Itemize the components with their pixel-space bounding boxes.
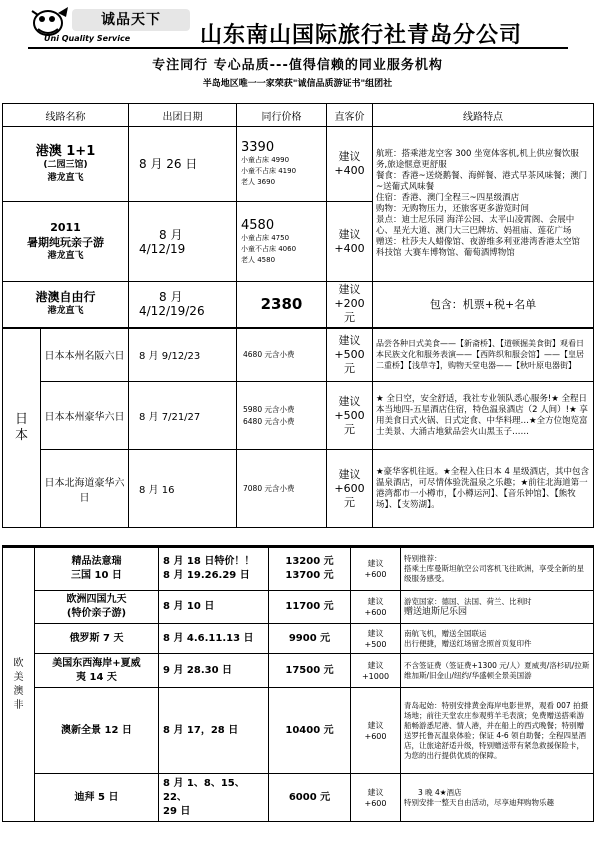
feature-line: 特别推荐：: [404, 554, 442, 563]
date-cell: [159, 688, 269, 774]
feature-cell: 品尝各种日式美食——【新斋桥】、【道顿掘美食街】观看日本民族文化和服务表演——【西阵织和服会馆】——【皇居二重桥】【浅草寺】，购物天堂电器——【秋叶原电器街】: [373, 328, 594, 382]
price: 10400 元: [285, 724, 334, 736]
price-cell: [269, 547, 351, 591]
route-airline: 港龙直飞: [47, 251, 84, 261]
region-label: 日本: [14, 411, 28, 443]
advice-label: 建议: [338, 333, 361, 347]
table-row: [3, 382, 594, 450]
advice-label: 建议: [338, 150, 361, 163]
advice-cell: [327, 282, 373, 328]
table-row: [3, 774, 594, 822]
date-cell: [129, 202, 237, 282]
feature-line: 游览国家：德国、法国、荷兰、比利时: [404, 597, 532, 606]
table-row: [3, 624, 594, 654]
departure-date: 8 月 18 日特价！！: [163, 556, 255, 567]
advice-cell: [327, 127, 373, 202]
feature-cell: [401, 591, 594, 624]
route-name: 俄罗斯 7 天: [69, 632, 124, 644]
region-label: [3, 657, 34, 713]
col-header-direct-price: 直客价: [327, 104, 373, 127]
company-logo: [28, 5, 198, 45]
price-cell: 7080 元含小费: [237, 450, 327, 528]
region-char: 澳: [13, 685, 24, 697]
feature-cell: [401, 547, 594, 591]
route-name-cell: [35, 654, 159, 688]
advice-label: 建议: [338, 467, 361, 481]
region-char: 欧: [13, 657, 24, 669]
route-name-2: 三国 10 日: [71, 570, 122, 581]
price-cell: [237, 202, 327, 282]
price-line: 5980 元含小费: [243, 404, 295, 414]
price: 6000 元: [288, 791, 331, 803]
advice-cell: [327, 450, 373, 528]
advice-label: 建议: [338, 394, 361, 408]
route-name-cell: [35, 774, 159, 822]
route-name-cell: [3, 127, 129, 202]
advice-unit: 元: [344, 361, 355, 375]
route-name: 港澳 1+1: [35, 143, 96, 159]
departure-days: 4/12/19: [139, 241, 186, 256]
route-subtitle: (二园三馆): [43, 159, 88, 170]
route-airline: 港龙直飞: [47, 306, 84, 317]
region-japan: [3, 328, 41, 528]
date-cell: 8 月 7/21/27: [129, 382, 237, 450]
departure-month: 8 月: [159, 290, 183, 305]
table-row: [3, 547, 594, 591]
feature-cell: 不含签证费（签证费+1300 元/人）夏威夷/洛杉矶/拉斯维加斯/旧金山/纽约/华盛顿全景美国游: [401, 654, 594, 688]
col-header-route: 线路名称: [3, 104, 129, 127]
price-main: 4580: [241, 217, 275, 233]
route-name-cell: [35, 547, 159, 591]
price-main: 2380: [260, 295, 303, 314]
feature-cell: [401, 774, 594, 822]
route-name-cell: 日本本州豪华六日: [41, 382, 129, 450]
table-row: [3, 328, 594, 382]
logo-slogan: Uni Quality Service: [44, 34, 131, 43]
price: 9900 元: [288, 632, 331, 644]
table-row: [3, 654, 594, 688]
route-name-cell: 日本本州名阪六日: [41, 328, 129, 382]
region-europe-america-oceania-africa: [3, 547, 35, 822]
feature-shopping: 购物：无购物压力，还旅客更多游览时间: [376, 204, 530, 214]
advice-value: +600: [364, 798, 387, 808]
region-char: 美: [13, 671, 24, 683]
company-name: 山东南山国际旅行社青岛分公司: [200, 23, 523, 48]
advice-label: 建议: [338, 283, 361, 297]
advice-label: 建议: [367, 720, 384, 730]
region-char: 非: [13, 699, 24, 711]
advice-unit: 元: [344, 422, 355, 436]
departure-date: 8 月 10 日: [163, 601, 215, 612]
advice-label: 建议: [367, 787, 384, 797]
advice-value: +600: [364, 570, 387, 579]
price: 11700 元: [285, 601, 334, 612]
advice-value: +600: [364, 731, 387, 741]
departure-date-2: 29 日: [163, 805, 191, 817]
table-row: [3, 282, 594, 328]
departure-date: 8 月 26 日: [139, 157, 198, 171]
route-name-cell: [35, 688, 159, 774]
advice-cell: [351, 688, 401, 774]
date-cell: [159, 654, 269, 688]
feature-flight: 航班：搭乘港龙空客 300 坐宽体客机,机上供应餐饮服务,旅途惬意更舒服: [376, 149, 579, 170]
feature-hotel: 住宿：香港、澳门全程三~四星级酒店: [376, 193, 520, 203]
advice-label: 建议: [367, 559, 384, 568]
route-name-cell: [3, 202, 129, 282]
feature-line: 南航飞机，赠送全国联运: [404, 628, 487, 638]
route-name: 暑期纯玩亲子游: [27, 236, 104, 249]
route-table-asia: [2, 103, 594, 528]
advice-value: +400: [334, 164, 365, 177]
advice-label: 建议: [367, 660, 384, 670]
feature-line: 3 晚 4★酒店: [418, 787, 462, 797]
feature-line: 赠送迪斯尼乐园: [404, 607, 468, 617]
table-row: [3, 591, 594, 624]
advice-value: +600: [334, 481, 365, 495]
price: 13200 元: [285, 556, 334, 567]
col-header-features: 线路特点: [373, 104, 594, 127]
date-cell: [129, 282, 237, 328]
advice-cell: [327, 328, 373, 382]
logo-brand: 诚品天下: [72, 9, 190, 31]
route-name: 精品法意瑞: [71, 556, 122, 567]
route-name-cell: [35, 591, 159, 624]
price-cell: [237, 127, 327, 202]
departure-date-2: 8 月 19.26.29 日: [163, 570, 250, 581]
route-name-cell: 日本北海道豪华六日: [41, 450, 129, 528]
award-notice: 半岛地区唯一一家荣获"诚信品质游证书"组团社: [202, 79, 393, 89]
price-cell: [269, 688, 351, 774]
price-cell: [269, 624, 351, 654]
table-row: [3, 450, 594, 528]
departure-date: 9 月 28.30 日: [163, 664, 233, 676]
date-cell: [159, 624, 269, 654]
table-row: [3, 688, 594, 774]
advice-value: +500: [364, 639, 387, 649]
price-cell: [237, 282, 327, 328]
route-airline: 港龙直飞: [47, 172, 84, 183]
advice-label: 建议: [338, 227, 361, 241]
departure-month: 8 月: [159, 227, 183, 242]
advice-value: +600: [364, 608, 387, 617]
feature-meals: 餐食：香港~送烧鹅餐、海鲜餐、港式早茶风味餐；澳门~送葡式风味餐: [376, 171, 588, 192]
advice-cell: [351, 774, 401, 822]
price-child-nobed: 小童不占床 4060: [241, 244, 297, 253]
price-child-bed: 小童占床 4750: [241, 233, 290, 242]
departure-date: 8 月 17，28 日: [163, 724, 239, 736]
date-cell: 8 月 9/12/23: [129, 328, 237, 382]
advice-cell: [351, 547, 401, 591]
advice-cell: [327, 382, 373, 450]
feature-cell: [401, 624, 594, 654]
route-name-2: 夷 14 天: [76, 671, 117, 683]
advice-cell: [351, 654, 401, 688]
company-motto: 专注同行 专心品质---值得信赖的同业服务机构: [152, 58, 443, 73]
date-cell: [159, 774, 269, 822]
table-row: [3, 127, 594, 202]
price-child-nobed: 小童不占床 4190: [241, 167, 297, 175]
price-main: 3390: [241, 140, 275, 155]
page-header: [0, 0, 595, 100]
price-line: 6480 元含小费: [243, 416, 295, 426]
date-cell: 8 月 16: [129, 450, 237, 528]
feature-cell: ★ 全日空，安全舒适，我社专业领队悉心服务!★ 全程日本当地四-五星酒店住宿，特色温泉酒店（2 人间）!★ 享用美食日式火锅、日式定食、中华料理…★全方位饱览富士美景、大涌古地狱品尝火山黑玉子……: [373, 382, 594, 450]
price: 17500 元: [285, 664, 334, 676]
col-header-date: 出团日期: [129, 104, 237, 127]
route-name-cell: [3, 282, 129, 328]
price-senior: 老人 3690: [241, 178, 276, 186]
feature-cell: 包含：机票+税+名单: [373, 282, 594, 328]
departure-date: 8 月 1、8、15、22、: [163, 777, 245, 803]
advice-value: +400: [334, 241, 365, 255]
route-name: 美国东西海岸+夏威: [52, 657, 141, 669]
advice-cell: [351, 624, 401, 654]
feature-line: 搭乘土库曼斯坦航空公司客机飞往欧洲，享受全新的星级服务感受。: [404, 564, 584, 583]
hk-features-cell: [373, 127, 594, 282]
header-divider: [28, 47, 568, 49]
departure-days: 4/12/19/26: [139, 304, 205, 319]
advice-value: +200: [334, 297, 365, 311]
advice-label: 建议: [367, 628, 384, 638]
feature-line: 出行便捷，赠送红场留念照首页复印件: [404, 638, 532, 648]
route-name-2: (特价亲子游): [66, 608, 127, 619]
date-cell: [159, 591, 269, 624]
route-name: 港澳自由行: [35, 290, 96, 305]
price-child-bed: 小童占床 4990: [241, 156, 290, 164]
advice-unit: 元: [344, 495, 355, 509]
table-header-row: [3, 104, 594, 127]
advice-cell: [351, 591, 401, 624]
col-header-price: 同行价格: [237, 104, 327, 127]
route-name: 迪拜 5 日: [74, 791, 119, 803]
route-table-europe: [2, 545, 594, 822]
advice-label: 建议: [367, 597, 384, 606]
price-2: 13700 元: [285, 570, 334, 581]
advice-value: +500: [334, 408, 365, 422]
price-cell: [237, 382, 327, 450]
date-cell: [129, 127, 237, 202]
advice-value: +1000: [361, 671, 390, 681]
departure-date: 8 月 4.6.11.13 日: [163, 632, 254, 644]
feature-cell: ★豪华客机往返。★全程入住日本 4 星级酒店，其中包含温泉酒店，可尽情体验洗温泉之乐趣；★前往北海道第一港湾都市一小樽市，【小樽运河】、【音乐钟馆】、【熊牧场】、【支笏湖】。: [373, 450, 594, 528]
route-year: 2011: [50, 221, 81, 234]
feature-cell: 青岛起始：特别安排黄金海岸电影世界，观看 007 拍摄场地；前往天堂农庄参观剪羊毛表演；免费赠送搭乘游船畅游悉尼港、情人港，并在船上的西式晚餐；特别赠送罗托鲁瓦温泉体验；保证 4-6 领自助餐；全程四星酒店，让旅途舒适升级，特别赠送带有紧急救援保险卡，为您的出行提供优质的保障。: [401, 688, 594, 774]
feature-gift: 赠送：杜莎夫人蜡像馆、夜游维多利亚港湾香港太空馆 科技馆 大赛车博物馆、葡萄酒博物馆: [376, 237, 581, 258]
advice-unit: 元: [344, 311, 355, 325]
price-cell: [269, 654, 351, 688]
route-name-cell: [35, 624, 159, 654]
route-name: 澳新全景 12 日: [61, 724, 132, 736]
feature-sights: 景点：迪士尼乐园 海洋公园、太平山凌霄阁、会展中心、星光大道、澳门大三巴牌坊、妈祖庙、莲花广场: [376, 215, 575, 236]
price-senior: 老人 4580: [241, 255, 276, 264]
price-cell: 4680 元含小费: [237, 328, 327, 382]
feature-line: 特别安排一整天自由活动，尽享迪拜购物乐趣: [404, 797, 554, 807]
price-cell: [269, 591, 351, 624]
route-name: 欧洲四国九天: [66, 594, 127, 605]
advice-cell: [327, 202, 373, 282]
advice-value: +500: [334, 347, 365, 361]
price-cell: [269, 774, 351, 822]
date-cell: [159, 547, 269, 591]
